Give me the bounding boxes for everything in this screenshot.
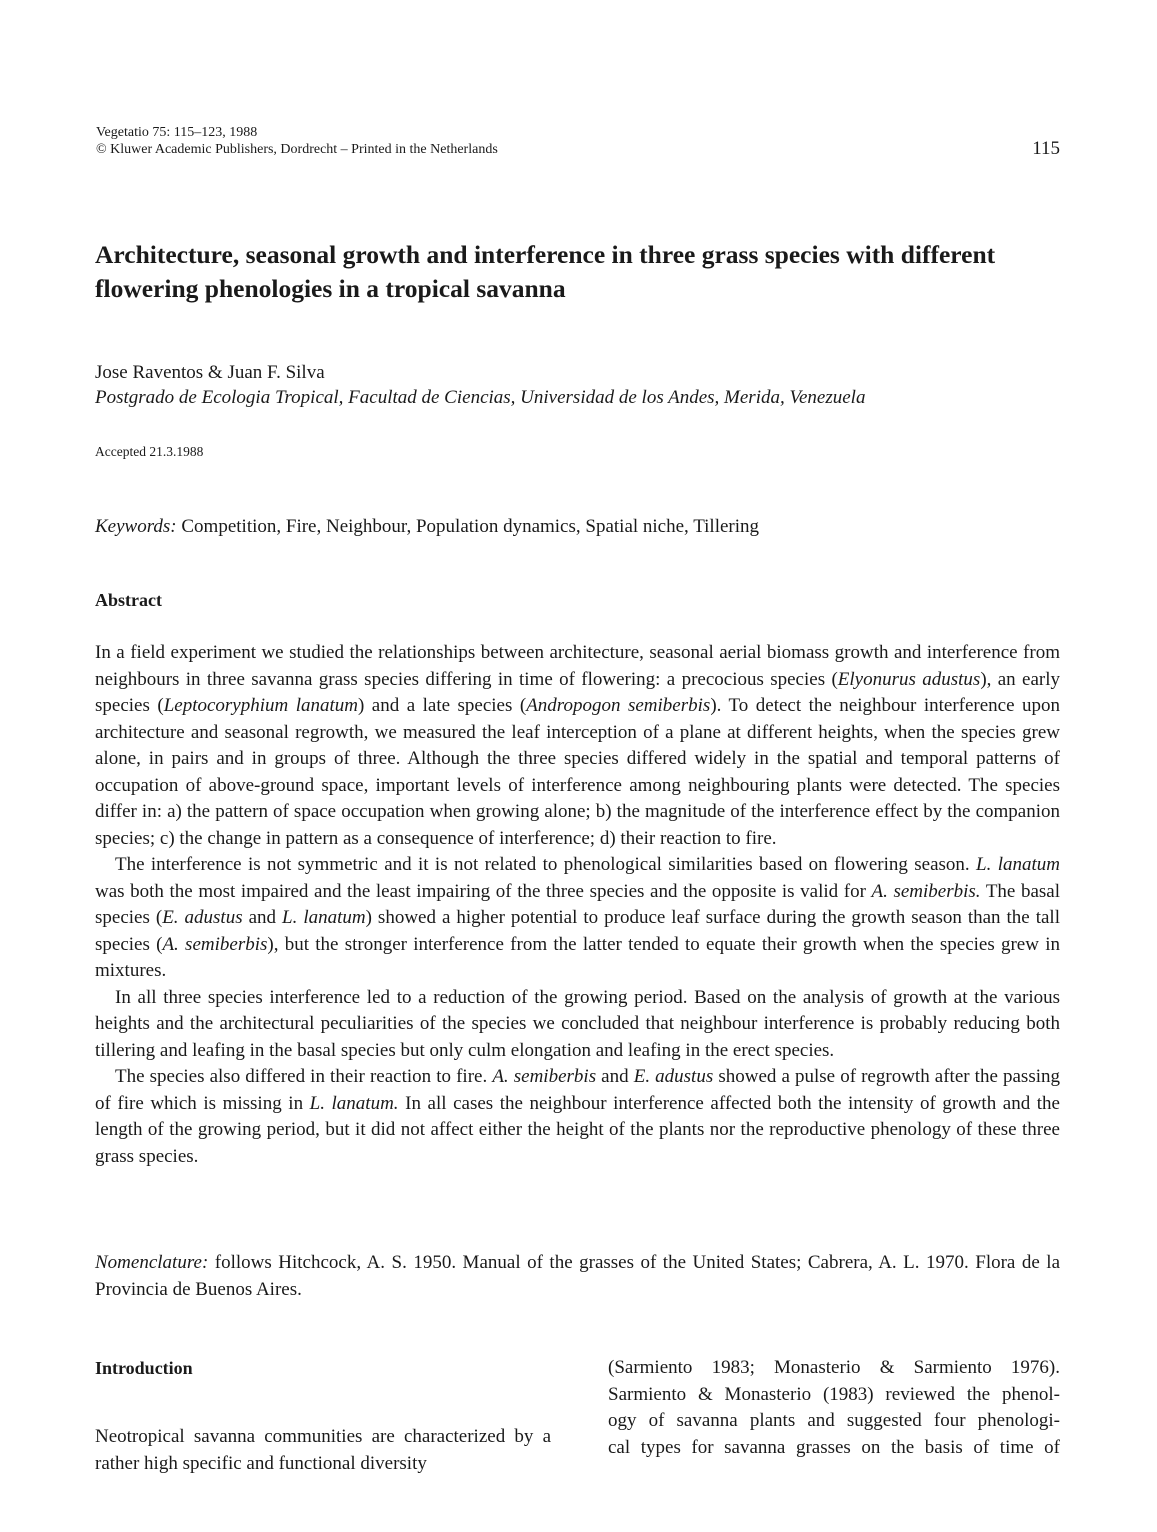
species-name: A. semiberbis <box>162 933 268 955</box>
introduction-left-column: Neotropical savanna communities are characterized by a rather high specific and functional diversity <box>95 1426 551 1474</box>
right-column-line: cal types for savanna grasses on the basis of time of <box>608 1436 1060 1458</box>
abstract-paragraph-3: In all three species interference led to a reduction of the growing period. Based on the analysis of growth at the various heights and the architectural peculiarities of the species we concluded that neighbour interference is probably reducing both tillering and leafing in the basal species but only culm elongation and leafing in the erect species. <box>95 986 1060 1061</box>
text-run: The basal species ( <box>95 880 1060 928</box>
introduction-right-column <box>608 1355 1060 1461</box>
accepted-date: Accepted 21.3.1988 <box>95 444 204 459</box>
right-column-line: ogy of savanna plants and suggested four phenologi- <box>608 1410 1060 1431</box>
nomenclature-note <box>95 1250 1060 1303</box>
affiliation: Postgrado de Ecologia Tropical, Facultad de Ciencias, Universidad de los Andes, Merida, Venezuela <box>95 387 866 408</box>
abstract-paragraph-2 <box>95 852 1060 985</box>
text-run: was both the most impaired and the least impairing of the three species and the opposite is valid for <box>95 880 872 902</box>
abstract-paragraph-1 <box>95 640 1060 852</box>
species-name: A. semiberbis <box>492 1066 597 1087</box>
right-column-line: (Sarmiento 1983; Monasterio & Sarmiento 1976). <box>608 1357 1060 1378</box>
species-name: E. adustus <box>162 907 243 928</box>
species-name: L. lanatum. <box>309 1092 399 1114</box>
species-name: Elyonurus adustus <box>837 668 981 690</box>
text-run: In all cases the neighbour interference affected both the intensity of growth and the length of the growing period, but it did not affect either the height of the plants nor the reproductive phenology of these three grass species. <box>95 1092 1060 1167</box>
text-run: In a field experiment we studied the relationships between architecture, seasonal aerial biomass growth and interference from neighbours in three savanna grass species differing in time of flowering: a precocious species ( <box>95 642 1060 690</box>
abstract-body <box>95 640 1060 1170</box>
species-name: E. adustus <box>633 1066 714 1087</box>
page-number: 115 <box>1032 138 1060 159</box>
keywords <box>95 516 759 538</box>
keywords-label: Keywords: <box>95 516 177 537</box>
publisher-line: © Kluwer Academic Publishers, Dordrecht – Printed in the Netherlands <box>96 142 498 157</box>
species-name: L. lanatum <box>282 907 366 928</box>
species-name: A. semiberbis. <box>871 880 981 902</box>
text-run: ), an early species ( <box>95 668 1060 716</box>
species-name: Andropogon semiberbis <box>526 695 711 716</box>
introduction-heading: Introduction <box>95 1358 193 1378</box>
nomenclature-label: Nomenclature: <box>95 1252 209 1273</box>
text-run: and <box>596 1066 634 1087</box>
keywords-list: Competition, Fire, Neighbour, Population dynamics, Spatial niche, Tillering <box>176 516 760 537</box>
text-run: and <box>242 907 283 928</box>
text-run: showed a pulse of regrowth after the passing of fire which is missing in <box>95 1066 1060 1114</box>
text-run: ). To detect the neighbour interference upon architecture and seasonal regrowth, we measured the leaf interception of a plane at different heights, when the species grew alone, in pairs and in groups of three. Although the three species differed widely in the spatial and temporal patterns of occupation of above-ground space, important levels of interference among neighbouring plants were detected. The species differ in: a) the pattern of space occupation when growing alone; b) the magnitude of the interference effect by the companion species; c) the change in pattern as a consequence of interference; d) their reaction to fire. <box>95 695 1061 849</box>
abstract-paragraph-4 <box>95 1064 1060 1170</box>
abstract-heading: Abstract <box>95 590 162 610</box>
species-name: L. lanatum <box>976 854 1060 875</box>
text-run: ) showed a higher potential to produce leaf surface during the growth season than the tall species ( <box>95 907 1060 955</box>
text-run: ), but the stronger interference from the latter tended to equate their growth when the species grew in mixtures. <box>95 933 1060 981</box>
text-run: ) and a late species ( <box>357 695 527 716</box>
nomenclature-text: follows Hitchcock, A. S. 1950. Manual of the grasses of the United States; Cabrera, A. L. 1970. Flora de la Provincia de Buenos Aires. <box>95 1252 1060 1300</box>
text-run: The species also differed in their reaction to fire. <box>115 1066 493 1087</box>
journal-volume-line: Vegetatio 75: 115–123, 1988 <box>96 125 258 140</box>
species-name: Leptocoryphium lanatum <box>163 695 358 716</box>
journal-citation <box>96 124 498 158</box>
article-title: Architecture, seasonal growth and interference in three grass species with different flowering phenologies in a tropical savanna <box>95 240 996 303</box>
authors: Jose Raventos & Juan F. Silva <box>95 362 325 383</box>
text-run: The interference is not symmetric and it is not related to phenological similarities based on flowering season. <box>115 854 977 875</box>
right-column-line: Sarmiento & Monasterio (1983) reviewed the phenol- <box>608 1383 1060 1405</box>
